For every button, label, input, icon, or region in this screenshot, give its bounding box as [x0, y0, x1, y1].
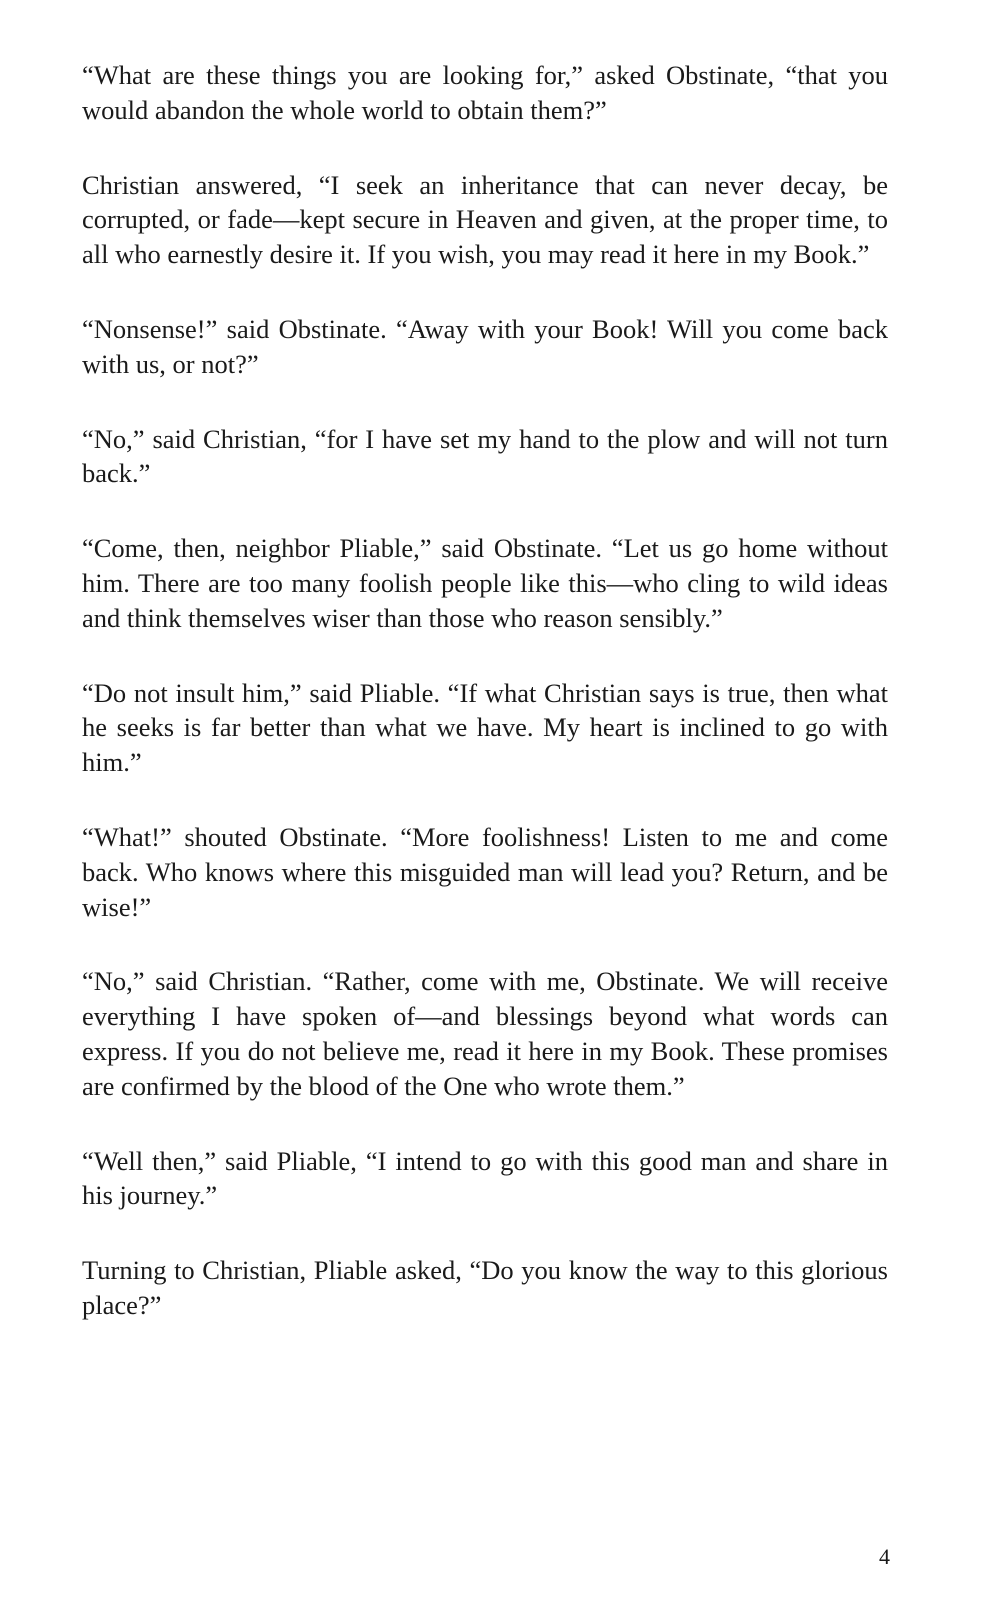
- paragraph: Turning to Christian, Pliable asked, “Do you know the way to this glorious place?”: [82, 1255, 888, 1320]
- paragraph: “Nonsense!” said Obstinate. “Away with your Book! Will you come back with us, or not?”: [82, 313, 888, 379]
- paragraph: “What are these things you are looking for,” asked Obstinate, “that you would abandon the whole world to obtain them?”: [82, 60, 888, 125]
- page-number: 4: [879, 1544, 890, 1569]
- paragraph: “What!” shouted Obstinate. “More foolishness! Listen to me and come back. Who knows where this misguided man will lead you? Return, and be wise!”: [82, 821, 888, 922]
- paragraph: “No,” said Christian. “Rather, come with me, Obstinate. We will receive everything I have spoken of—and blessings beyond what words can express. If you do not believe me, read it here in my Book. These promises are confirmed by the blood of the One who wrote them.”: [82, 966, 888, 1101]
- paragraph: “Do not insult him,” said Pliable. “If what Christian says is true, then what he seeks is far better than what we have. My heart is inclined to go with him.”: [82, 677, 888, 778]
- paragraph: “No,” said Christian, “for I have set my hand to the plow and will not turn back.”: [82, 423, 888, 489]
- page-body-text: [82, 58, 888, 1363]
- paragraph: “Come, then, neighbor Pliable,” said Obstinate. “Let us go home without him. There are too many foolish people like this—who cling to wild ideas and think themselves wiser than those who reason sensibly.”: [82, 533, 888, 633]
- paragraph: Christian answered, “I seek an inheritance that can never decay, be corrupted, or fade—kept secure in Heaven and given, at the proper time, to all who earnestly desire it. If you wish, you may read it here in my Book.”: [82, 169, 888, 270]
- paragraph: “Well then,” said Pliable, “I intend to go with this good man and share in his journey.”: [82, 1145, 888, 1211]
